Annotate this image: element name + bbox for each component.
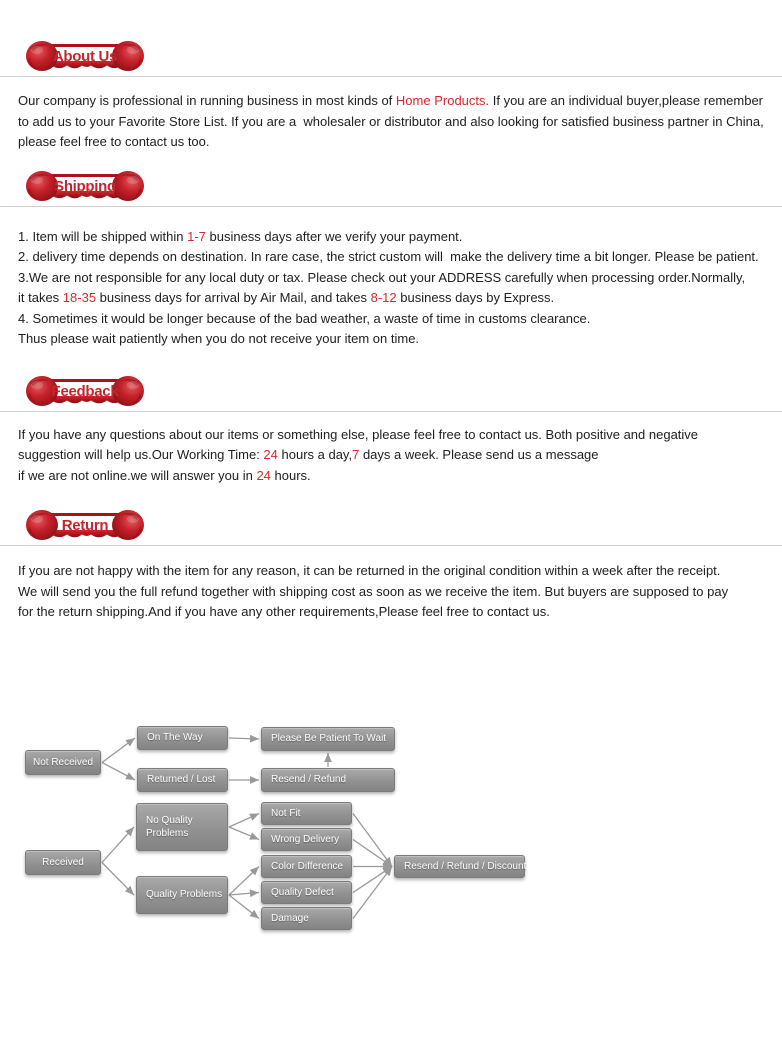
section-return (0, 509, 782, 623)
flow-arrow-no-quality-problems-to-wrong-delivery (229, 827, 259, 840)
section-divider (0, 206, 782, 207)
return-text (18, 561, 776, 623)
flow-node-label: Wrong Delivery (271, 833, 340, 845)
flow-arrow-quality-problems-to-color-difference (229, 866, 259, 895)
flow-arrow-damage-to-resend-refund-discount (353, 866, 392, 918)
section-shipping (0, 170, 782, 350)
section-about-us (0, 40, 782, 153)
flow-arrow-quality-defect-to-resend-refund-discount (353, 866, 392, 892)
feedback-ribbon-banner (25, 375, 145, 409)
flow-node-wrong-delivery (261, 828, 352, 851)
text-line: 2. delivery time depends on destination. In rare case, the strict custom will make the delivery time a bit longer. Please be patient. (18, 249, 759, 264)
section-title: Feedback (51, 382, 119, 400)
section-divider (0, 76, 782, 77)
highlight-text: 8-12 (370, 290, 397, 305)
highlight-text: 24 (256, 467, 271, 483)
section-title: About Us (52, 48, 118, 65)
highlight-text: 1-7 (187, 228, 206, 244)
text-line: if we are not online.we will answer you in 24 hours. (18, 467, 311, 483)
flow-node-label: On The Way (147, 732, 203, 743)
flow-arrow-received-to-quality-problems (102, 862, 134, 895)
text-line: Our company is professional in running business in most kinds of Home Products. If you are an individual buyer,please remember (18, 93, 764, 108)
text-line: 4. Sometimes it would be longer because of the bad weather, a waste of time in customs clearance. (18, 310, 591, 326)
text-line: If you have any questions about our items or something else, please feel free to contact us. Both positive and negative (18, 426, 699, 442)
highlight-text: 7 (352, 447, 360, 462)
flow-node-no-quality-problems (136, 803, 228, 851)
flow-arrow-quality-problems-to-quality-defect (229, 892, 259, 895)
text-line: to add us to your Favorite Store List. If you are a wholesaler or distributor and also looking for satisfied business partner in China, (18, 113, 764, 129)
highlight-text: Home Products. (395, 93, 490, 108)
flow-node-label: Resend / Refund / Discount (404, 860, 527, 872)
flow-node-damage (261, 907, 352, 930)
return-ribbon-banner (25, 509, 145, 543)
ribbon-rosette-right (112, 171, 144, 201)
text-line: for the return shipping.And if you have any other requirements,Please feel free to contact us. (18, 604, 550, 619)
flow-node-not-received (25, 750, 101, 775)
flowchart-arrows (0, 719, 782, 959)
flow-node-resend-refund-discount (394, 855, 525, 878)
flow-node-on-the-way (137, 726, 228, 750)
text-line: please feel free to contact us too. (18, 134, 210, 149)
flow-node-resend-refund (261, 768, 395, 792)
flow-arrow-no-quality-problems-to-not-fit (229, 813, 259, 827)
flow-node-label: Not Received (32, 756, 94, 768)
flow-arrow-on-the-way-to-please-be-patient (229, 738, 259, 739)
flow-node-label: Resend / Refund (271, 774, 347, 785)
text-line: suggestion will help us.Our Working Time: 24 hours a day,7 days a week. Please send us a message (18, 447, 599, 462)
flow-node-quality-defect (261, 881, 352, 904)
return-process-flowchart (0, 719, 782, 959)
flow-node-label: Received (42, 856, 84, 868)
flow-node-returned-lost (137, 768, 228, 792)
flow-node-label: No Quality Problems (146, 814, 193, 839)
text-line: We will send you the full refund together with shipping cost as soon as we receive the item. But buyers are supposed to pay (18, 583, 729, 599)
ribbon-rosette-left (26, 510, 58, 540)
highlight-text: 24 (263, 447, 278, 462)
text-line: If you are not happy with the item for any reason, it can be returned in the original condition within a week after the receipt. (18, 563, 721, 578)
flow-arrow-wrong-delivery-to-resend-refund-discount (353, 839, 392, 866)
flow-node-color-difference (261, 855, 352, 878)
highlight-text: 18-35 (62, 290, 97, 305)
flow-node-label: Quality Problems (146, 889, 223, 900)
section-divider (0, 545, 782, 546)
feedback-text (18, 425, 776, 487)
flow-node-label: Damage (271, 912, 309, 924)
shipping-ribbon-banner (25, 170, 145, 204)
about-us-ribbon-banner (25, 40, 145, 74)
flow-arrow-quality-problems-to-damage (229, 895, 259, 919)
about-us-text (18, 91, 776, 153)
text-line: Thus please wait patiently when you do not receive your item on time. (18, 331, 420, 346)
flow-node-label: Please Be Patient To Wait (271, 733, 387, 744)
flow-node-quality-problems (136, 876, 228, 914)
flow-node-label: Quality Defect (271, 886, 334, 898)
flow-node-not-fit (261, 802, 352, 825)
flow-arrow-not-received-to-returned-lost (102, 762, 135, 780)
flow-node-label: Not Fit (271, 807, 301, 819)
section-divider (0, 411, 782, 412)
flow-node-label: Returned / Lost (147, 774, 216, 785)
section-feedback (0, 375, 782, 487)
text-line: 1. Item will be shipped within 1-7 business days after we verify your payment. (18, 228, 463, 244)
flow-node-received (25, 850, 101, 875)
section-title: Return (61, 517, 109, 534)
text-line: 3.We are not responsible for any local duty or tax. Please check out your ADDRESS carefully when processing order.Normally, (18, 269, 746, 285)
flow-arrow-not-received-to-on-the-way (102, 738, 135, 763)
flow-node-label: Color Difference (271, 860, 344, 872)
text-line: it takes 18-35 business days for arrival by Air Mail, and takes 8-12 business days by Express. (18, 290, 555, 305)
ribbon-rosette-right (112, 510, 144, 540)
flow-node-please-be-patient (261, 727, 395, 751)
section-title: Shipping (54, 177, 116, 195)
flow-arrow-received-to-no-quality-problems (102, 827, 134, 863)
shipping-text (18, 227, 776, 350)
flow-arrow-not-fit-to-resend-refund-discount (353, 813, 392, 866)
